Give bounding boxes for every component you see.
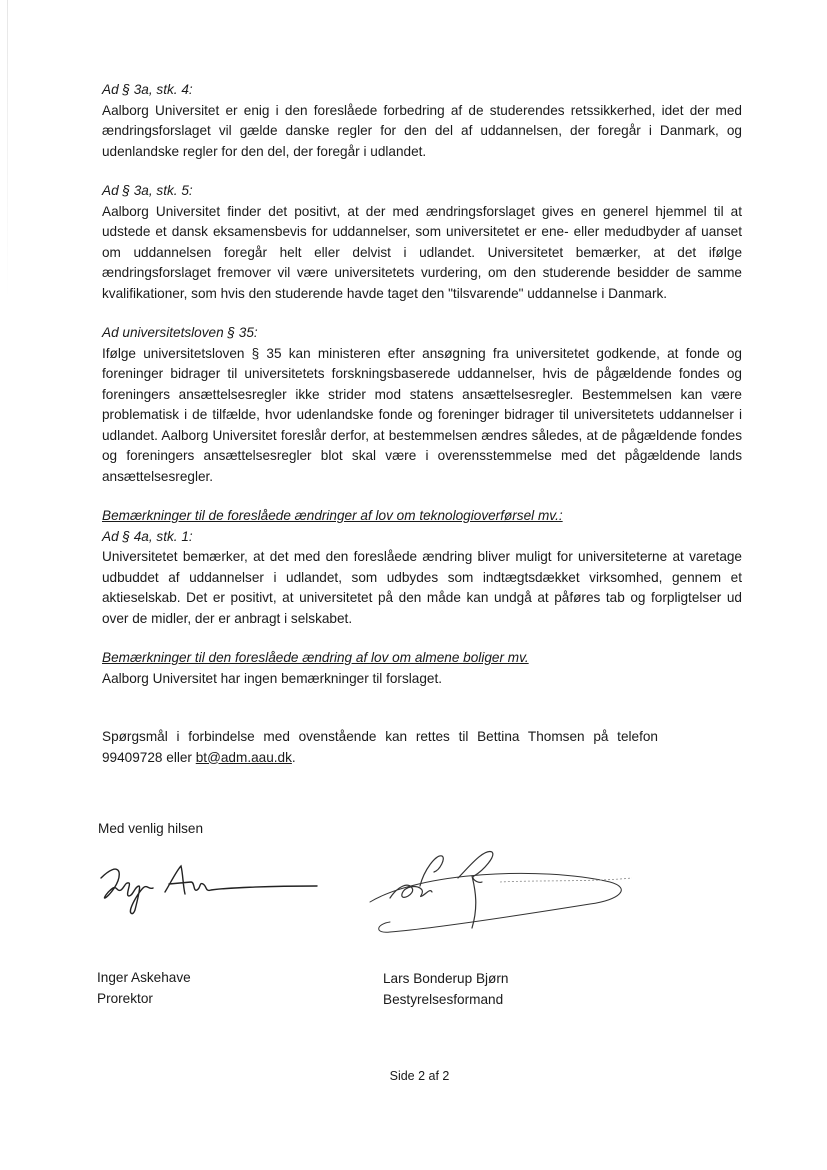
signature-inger-askehave: [95, 852, 325, 922]
section-paragraph: Ifølge universitetsloven § 35 kan ministeren efter ansøgning fra universitetet godkende, at fonde og foreninger bidrager til universitetets forskningsbaserede uddannelser, hvis de pågældende fondes og foreningers ansættelsesregler ikke strider mod statens ansættelsesregler. Bestemmelsen kan være problematisk i de tilfælde, hvor udenlandske fonde og foreninger bidrager til universitetets uddannelser i udlandet. Aalborg Universitet foreslår derfor, at bestemmelsen ændres således, at de pågældende fondes og foreningers ansættelsesregler blot skal være i overensstemmelse med det pågældende lands ansættelsesregler.: [102, 345, 742, 484]
section-heading: Ad § 3a, stk. 4:: [102, 82, 193, 97]
section-paragraph: Aalborg Universitet er enig i den foreslåede forbedring af de studerendes retssikkerhed, idet der med ændringsforslaget vil gælde danske regler for den del af uddannelsen, der foregår i Danmark, og udenlandske regler for den del, der foregår i udlandet.: [102, 102, 742, 159]
contact-text-end: .: [291, 749, 296, 765]
closing-greeting: Med venlig hilsen: [98, 821, 204, 836]
section-universitetsloven-35: [102, 323, 742, 487]
signer-title: Bestyrelsesformand: [383, 992, 504, 1007]
section-paragraph: Aalborg Universitet har ingen bemærkninger til forslaget.: [102, 670, 443, 686]
section-title: Bemærkninger til de foreslåede ændringer af lov om teknologioverførsel mv.:: [102, 508, 563, 523]
contact-paragraph: [102, 727, 658, 768]
section-heading: Ad universitetsloven § 35:: [102, 325, 258, 340]
section-title: Bemærkninger til den foreslåede ændring af lov om almene boliger mv.: [102, 650, 529, 665]
signer-name: Lars Bonderup Bjørn: [383, 971, 509, 986]
signature-lars-bonderup-bjoern: [360, 842, 640, 942]
section-heading: Ad § 3a, stk. 5:: [102, 183, 193, 198]
signer-right: [383, 968, 508, 1010]
contact-section: [102, 727, 742, 768]
page-number: Side 2 af 2: [389, 1069, 450, 1083]
section-3a-stk5: [102, 181, 742, 304]
section-teknologioverfoersel: [102, 506, 742, 629]
letter-body: [102, 80, 742, 768]
section-3a-stk4: [102, 80, 742, 162]
section-heading: Ad § 4a, stk. 1:: [102, 528, 193, 544]
section-paragraph: Aalborg Universitet finder det positivt, at der med ændringsforslaget gives en generel hjemmel til at udstede et dansk eksamensbevis for uddannelser, som universitetet er ene- eller medudbyder af uanset om uddannelsen foregår helt eller delvist i udlandet. Universitetet bemærker, at det ifølge ændringsforslaget fremover vil være universitetets vurdering, om den studerende besidder de samme kvalifikationer, som hvis den studerende havde taget den "tilsvarende" uddannelse i Danmark.: [102, 203, 742, 301]
email-link[interactable]: bt@adm.aau.dk: [195, 749, 292, 765]
signer-title: Prorektor: [97, 991, 153, 1006]
section-paragraph: Universitetet bemærker, at det med den foreslåede ændring bliver muligt for universiteterne at varetage udbuddet af uddannelser i udlandet, som udbydes som indtægtsdækket virksomhed, gennem et aktieselskab. Det er positivt, at universitetet på den måde kan undgå at påføres tab og forpligtelser ud over de midler, der er anbragt i selskabet.: [102, 549, 742, 626]
signer-name: Inger Askehave: [97, 970, 191, 985]
section-almene-boliger: [102, 648, 742, 689]
contact-text: Spørgsmål i forbindelse med ovenstående kan rettes til Bettina Thomsen på telefon 99409728 eller: [102, 729, 658, 765]
scan-edge: [7, 0, 8, 300]
signer-left: [97, 967, 191, 1009]
